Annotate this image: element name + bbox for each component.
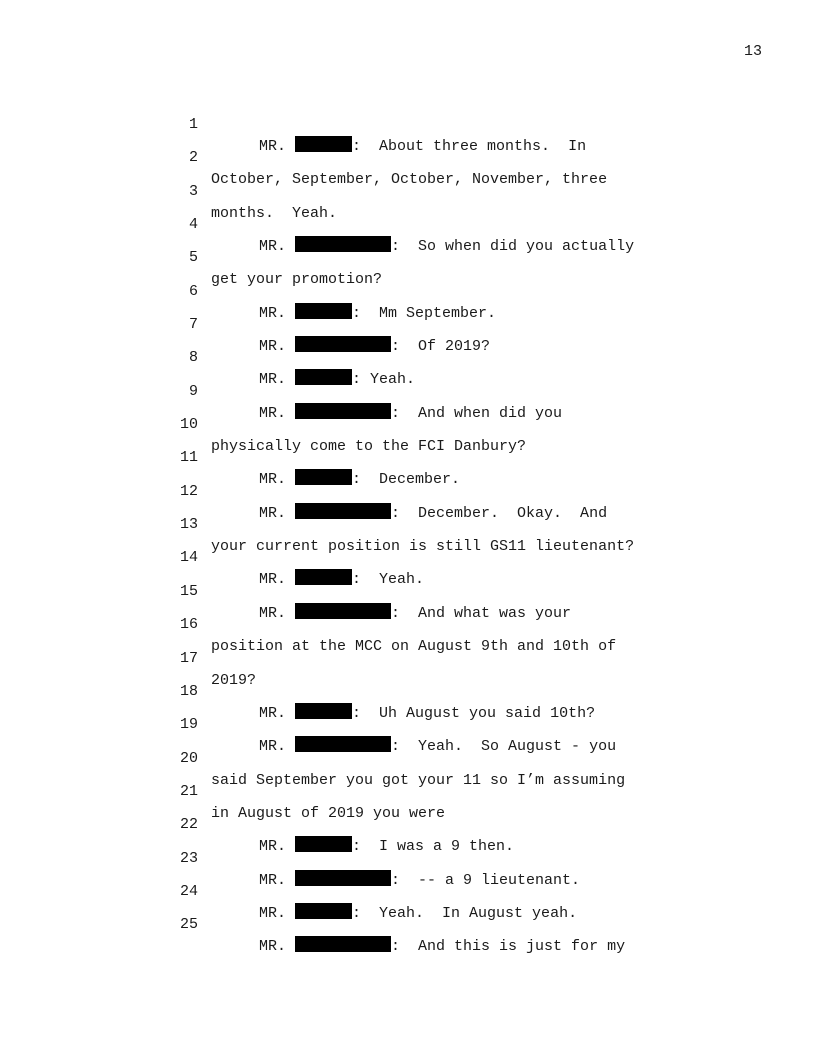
transcript-line (0, 92, 816, 155)
speaker-prefix: MR. (259, 238, 287, 256)
line-number: 2 (188, 149, 198, 167)
line-content: : Uh August you said 10th? (352, 704, 596, 722)
line-number: 5 (188, 249, 198, 267)
speaker-prefix: MR. (259, 704, 287, 722)
line-content: : December. (352, 471, 461, 489)
line-content: : Of 2019? (391, 338, 491, 356)
line-number: 23 (179, 849, 198, 867)
page-number: 13 (743, 43, 762, 60)
transcript-line (0, 225, 816, 289)
line-content: : Yeah. In August yeah. (352, 904, 578, 922)
line-content: said September you got your 11 so I’m assuming (211, 771, 626, 789)
line-number: 25 (179, 916, 198, 934)
line-content: : December. Okay. And (391, 504, 608, 522)
transcript-line (0, 726, 816, 789)
line-number: 17 (179, 649, 198, 667)
transcript-line (0, 559, 816, 622)
line-content: : And when did you (391, 404, 563, 422)
transcript-line (0, 392, 816, 456)
line-number: 3 (188, 182, 198, 200)
transcript-line (0, 626, 816, 689)
line-content: months. Yeah. (211, 204, 338, 222)
line-content: : Yeah. So August - you (391, 738, 617, 756)
transcript-line (0, 692, 816, 756)
speaker-prefix: MR. (259, 338, 287, 356)
speaker-prefix: MR. (259, 604, 287, 622)
line-content: in August of 2019 you were (211, 804, 446, 822)
line-number: 13 (179, 516, 198, 534)
line-content: : So when did you actually (391, 238, 635, 256)
speaker-prefix: MR. (259, 838, 287, 856)
line-number: 9 (188, 382, 198, 400)
speaker-prefix: MR. (259, 471, 287, 489)
transcript-line (0, 425, 816, 489)
line-content: position at the MCC on August 9th and 10th of (211, 638, 617, 656)
transcript-line (0, 759, 816, 822)
speaker-prefix: MR. (259, 904, 287, 922)
transcript-line (0, 325, 816, 389)
line-content: October, September, October, November, three (211, 171, 608, 189)
transcript-line (0, 459, 816, 522)
line-number: 15 (179, 582, 198, 600)
transcript-line (0, 259, 816, 322)
redaction-box (295, 936, 391, 952)
transcript-line (0, 359, 816, 422)
line-number: 1 (188, 116, 198, 133)
line-number: 8 (188, 349, 198, 367)
line-content: : Mm September. (352, 304, 497, 322)
transcript-line (0, 492, 816, 556)
transcript-line (0, 159, 816, 222)
line-text (259, 936, 625, 958)
transcript-line (0, 659, 816, 722)
transcript-body (0, 92, 816, 956)
line-content: 2019? (211, 671, 257, 689)
line-number: 4 (188, 216, 198, 234)
line-number: 11 (179, 449, 198, 467)
line-number: 19 (179, 716, 198, 734)
line-number: 6 (188, 282, 198, 300)
line-content: : I was a 9 then. (352, 838, 515, 856)
transcript-line (0, 792, 816, 856)
line-number: 10 (179, 416, 198, 434)
speaker-prefix: MR. (259, 938, 287, 956)
line-number: 21 (179, 782, 198, 800)
line-number: 22 (179, 816, 198, 834)
transcript-line (0, 826, 816, 889)
speaker-prefix: MR. (259, 371, 287, 389)
speaker-prefix: MR. (259, 404, 287, 422)
transcript-line (0, 892, 816, 956)
line-content: physically come to the FCI Danbury? (211, 438, 527, 456)
speaker-prefix: MR. (259, 571, 287, 589)
speaker-prefix: MR. (259, 738, 287, 756)
line-content: : Yeah. (352, 571, 425, 589)
line-content: : And this is just for my (391, 938, 626, 956)
transcript-line (0, 125, 816, 189)
line-content: get your promotion? (211, 271, 383, 289)
line-content: : Yeah. (352, 371, 416, 389)
transcript-line (0, 525, 816, 589)
speaker-prefix: MR. (259, 504, 287, 522)
line-number: 14 (179, 549, 198, 567)
line-content: : -- a 9 lieutenant. (391, 871, 581, 889)
line-number: 18 (179, 682, 198, 700)
line-content: your current position is still GS11 lieutenant? (211, 538, 635, 556)
transcript-line (0, 192, 816, 256)
line-number: 16 (179, 616, 198, 634)
line-number: 20 (179, 749, 198, 767)
transcript-line (0, 592, 816, 656)
line-content: : And what was your (391, 604, 572, 622)
transcript-line (0, 859, 816, 922)
transcript-line (0, 292, 816, 356)
line-content: : About three months. In (352, 138, 587, 155)
line-number: 12 (179, 482, 198, 500)
speaker-prefix: MR. (259, 138, 287, 155)
speaker-prefix: MR. (259, 304, 287, 322)
line-number: 24 (179, 882, 198, 900)
line-number: 7 (188, 316, 198, 334)
speaker-prefix: MR. (259, 871, 287, 889)
